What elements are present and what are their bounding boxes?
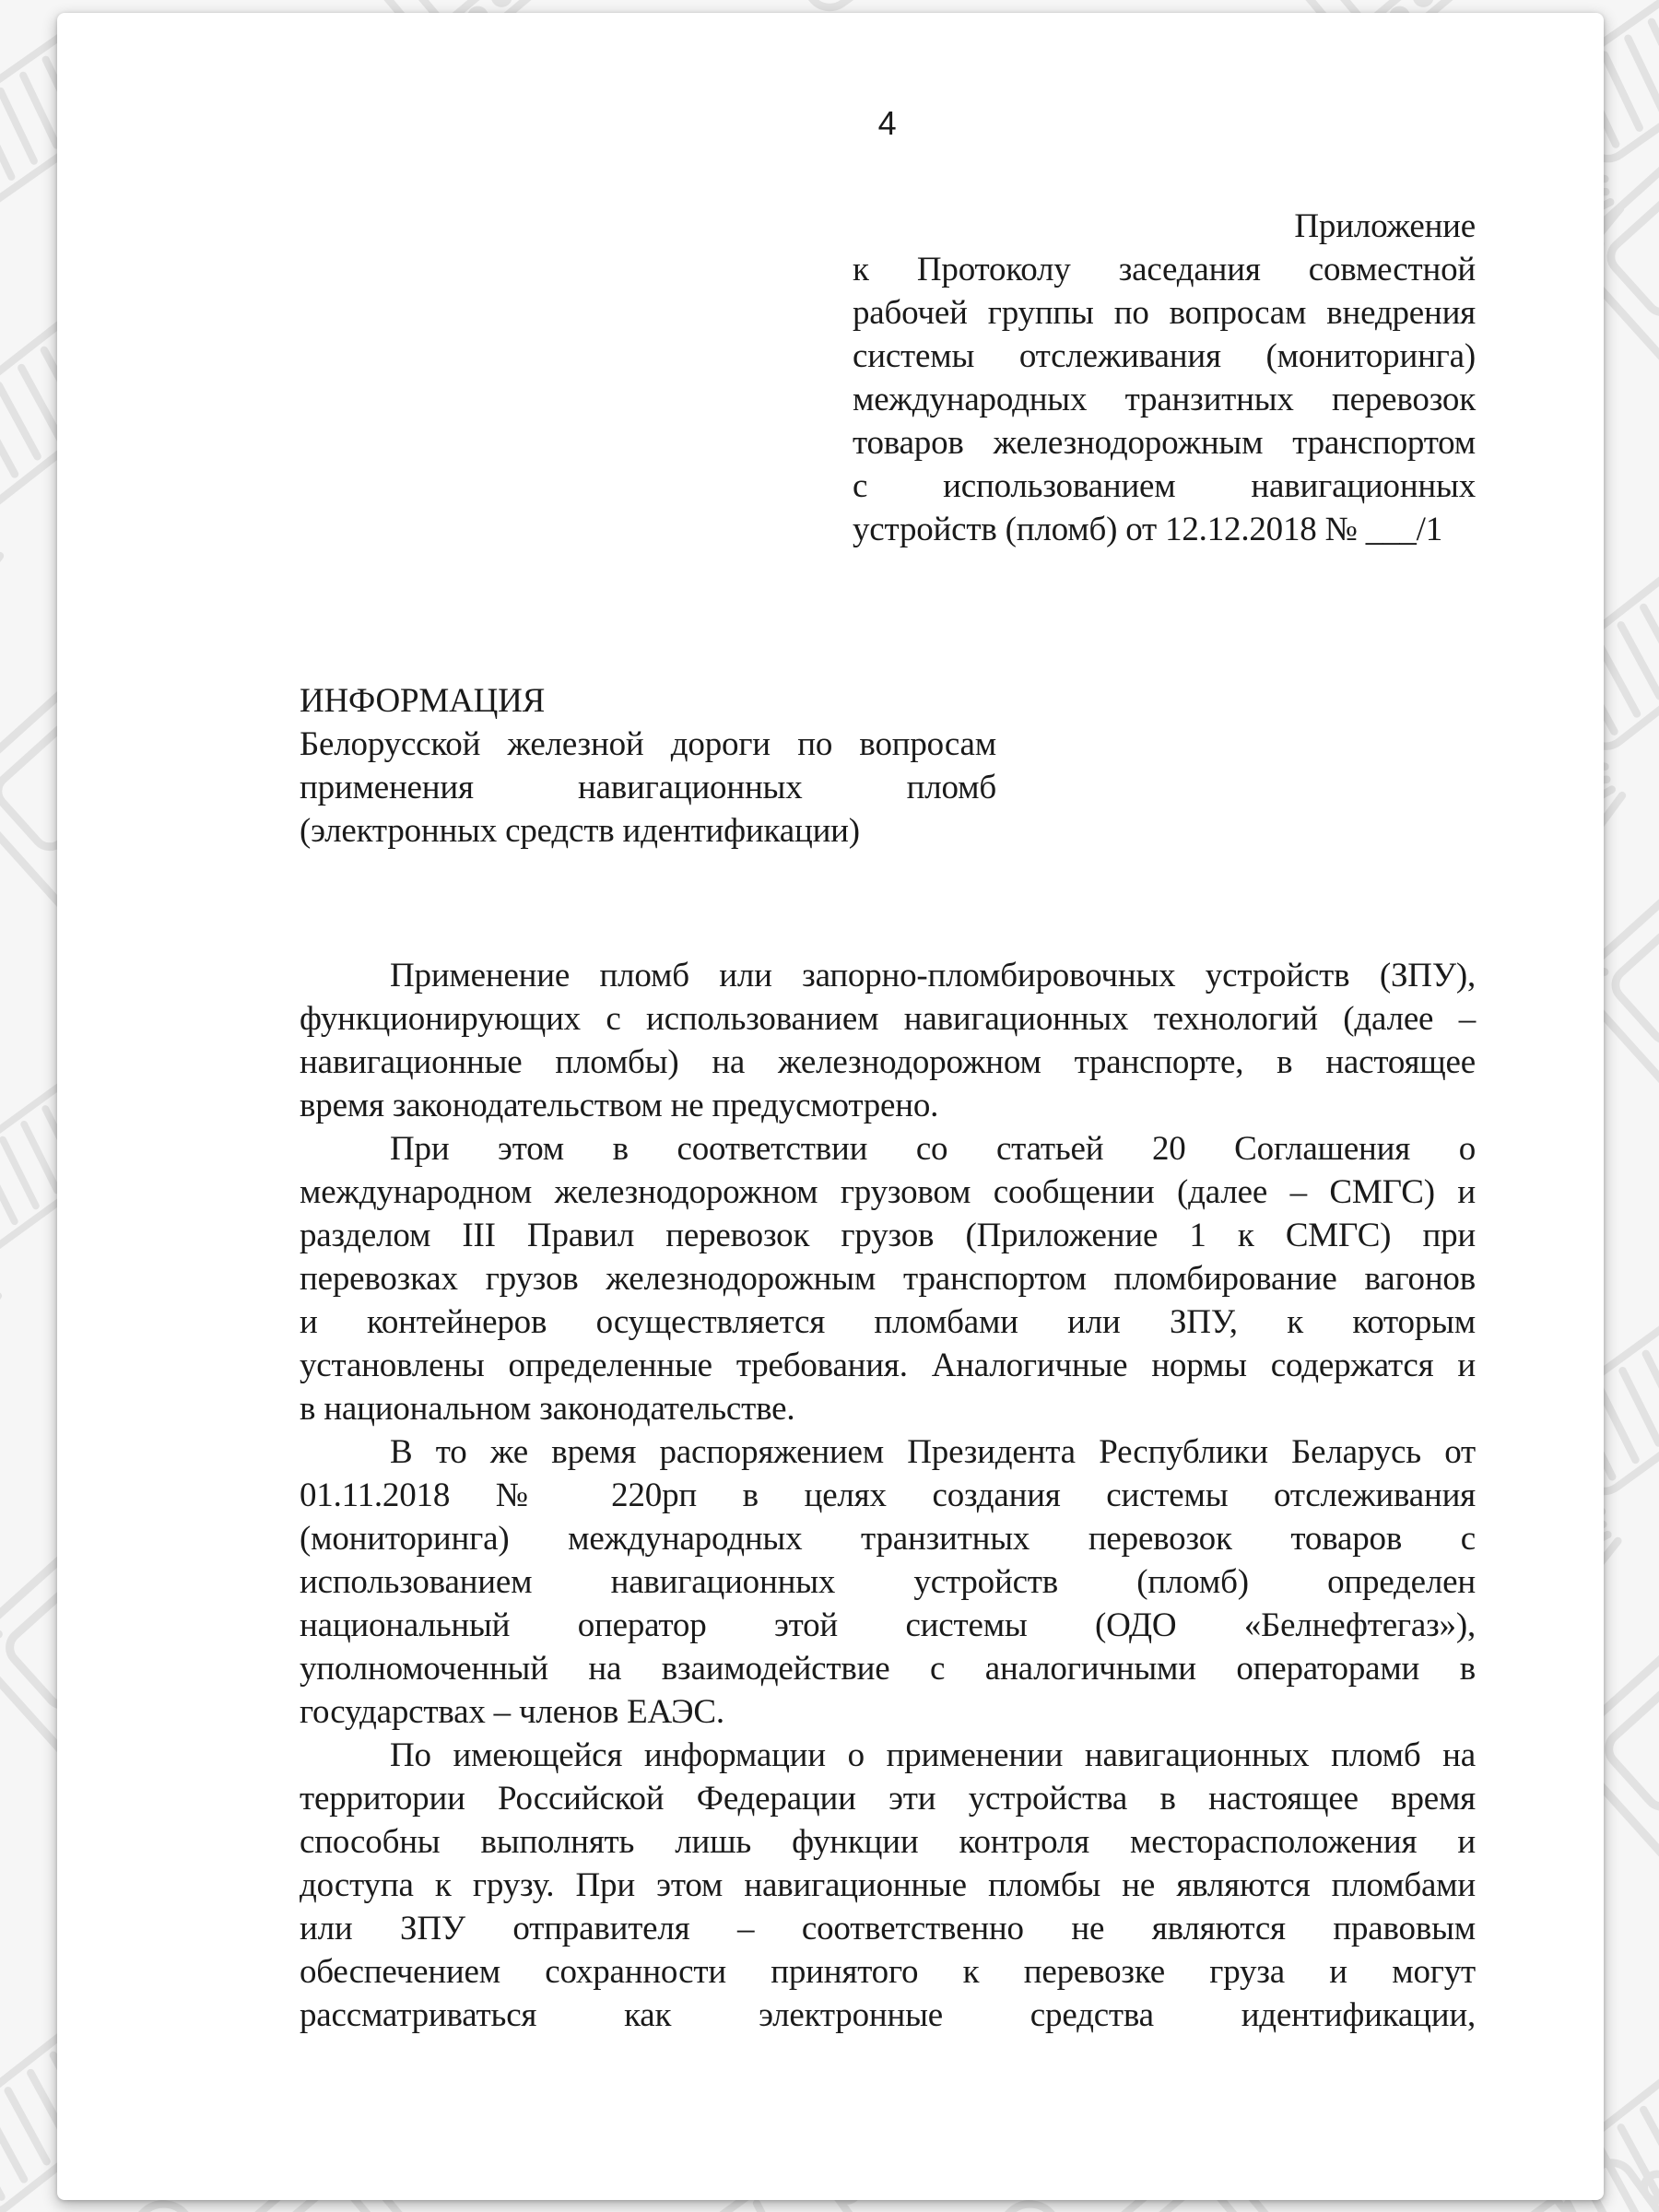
- text-line: использованием навигационных устройств (пломб) определен: [300, 1563, 1476, 1601]
- text-line: в национальном законодательстве.: [300, 1390, 795, 1428]
- text-line: уполномоченный на взаимодействие с аналогичными операторами в: [300, 1650, 1476, 1688]
- text-line: к Протоколу заседания совместной: [853, 251, 1476, 288]
- body-paragraph-3: [300, 1430, 1476, 1734]
- text-line: Белорусской железной дороги по вопросам: [300, 725, 996, 763]
- text-line: международном железнодорожном грузовом сообщении (далее – СМГС) и: [300, 1173, 1476, 1211]
- text-line: В то же время распоряжением Президента Республики Беларусь от: [390, 1433, 1476, 1471]
- body-paragraph-2: [300, 1127, 1476, 1430]
- text-line: государствах – членов ЕАЭС.: [300, 1693, 724, 1731]
- text-line: рассматриваться как электронные средства идентификации,: [300, 1996, 1476, 2034]
- text-line: товаров железнодорожным транспортом: [853, 424, 1476, 462]
- text-line: По имеющейся информации о применении навигационных пломб на: [390, 1736, 1476, 1774]
- text-line: применения навигационных пломб: [300, 769, 996, 806]
- body-paragraph-4: [300, 1734, 1476, 2037]
- text-line: установлены определенные требования. Аналогичные нормы содержатся и: [300, 1347, 1476, 1384]
- text-line: национальный оператор этой системы (ОДО «Белнефтегаз»),: [300, 1606, 1476, 1644]
- text-line: с использованием навигационных: [853, 467, 1476, 505]
- text-line: навигационные пломбы) на железнодорожном транспорте, в настоящее: [300, 1043, 1476, 1081]
- text-line: устройств (пломб) от 12.12.2018 № ___/1: [853, 511, 1443, 548]
- text-line: международных транзитных перевозок: [853, 381, 1476, 418]
- text-line: и контейнеров осуществляется пломбами или ЗПУ, к которым: [300, 1303, 1476, 1341]
- text-line: разделом III Правил перевозок грузов (Приложение 1 к СМГС) при: [300, 1217, 1476, 1254]
- text-line: 01.11.2018 № 220рп в целях создания системы отслеживания: [300, 1477, 1476, 1514]
- text-line: обеспечением сохранности принятого к перевозке груза и могут: [300, 1953, 1476, 1991]
- page-number: 4: [877, 104, 897, 142]
- text-line: время законодательством не предусмотрено.: [300, 1087, 939, 1124]
- text-line: перевозках грузов железнодорожным транспортом пломбирование вагонов: [300, 1260, 1476, 1298]
- text-line: или ЗПУ отправителя – соответственно не являются правовым: [300, 1910, 1476, 1947]
- annex-reference-block: [853, 205, 1476, 551]
- body-paragraph-1: [300, 954, 1476, 1127]
- text-line: системы отслеживания (мониторинга): [853, 337, 1476, 375]
- text-line: Применение пломб или запорно-пломбировочных устройств (ЗПУ),: [390, 957, 1476, 994]
- text-line: функционирующих с использованием навигационных технологий (далее –: [300, 1000, 1476, 1038]
- text-line: территории Российской Федерации эти устройства в настоящее время: [300, 1780, 1476, 1818]
- page-content: [57, 13, 1604, 2200]
- text-line: Приложение: [1294, 207, 1476, 245]
- document-page: [57, 13, 1604, 2200]
- text-line: ИНФОРМАЦИЯ: [300, 682, 546, 720]
- text-line: способны выполнять лишь функции контроля месторасположения и: [300, 1823, 1476, 1861]
- text-line: (электронных средств идентификации): [300, 812, 860, 850]
- text-line: При этом в соответствии со статьей 20 Соглашения о: [390, 1130, 1476, 1168]
- text-line: (мониторинга) международных транзитных перевозок товаров с: [300, 1520, 1476, 1558]
- info-title-block: [300, 679, 996, 853]
- text-line: доступа к грузу. При этом навигационные пломбы не являются пломбами: [300, 1866, 1476, 1904]
- text-line: рабочей группы по вопросам внедрения: [853, 294, 1476, 332]
